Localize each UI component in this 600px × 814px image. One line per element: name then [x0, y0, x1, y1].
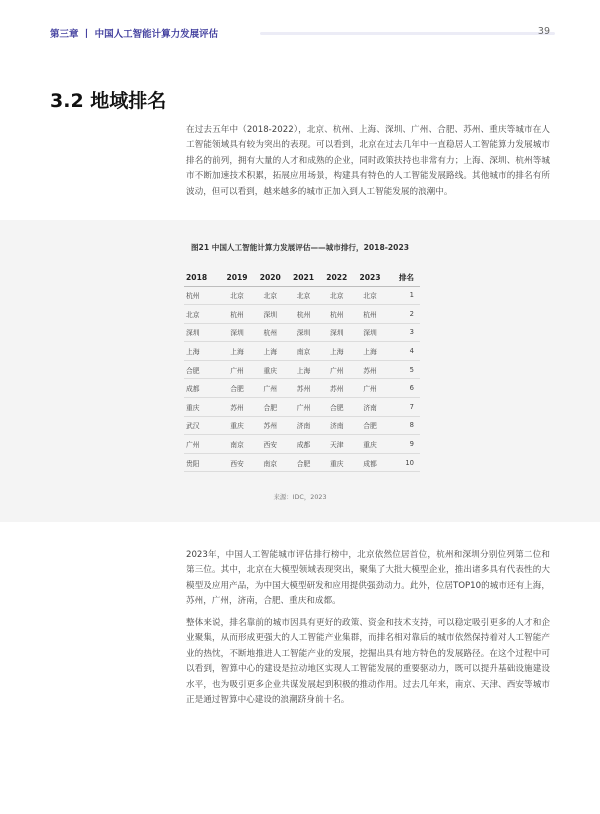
city-cell: 贵阳: [184, 453, 220, 472]
city-cell: 上海: [254, 342, 287, 361]
rank-cell: 8: [387, 416, 420, 435]
city-cell: 广州: [254, 379, 287, 398]
city-cell: 杭州: [320, 305, 353, 324]
table-row: [184, 360, 420, 379]
city-cell: 北京: [353, 286, 386, 305]
city-cell: 深圳: [353, 323, 386, 342]
rank-cell: 7: [387, 398, 420, 417]
city-cell: 北京: [184, 305, 220, 324]
table-row: [184, 342, 420, 361]
summary-paragraph: 整体来说，排名靠前的城市因具有更好的政策、资金和技术支持，可以稳定吸引更多的人才和企业聚集，从而形成更强大的人工智能产业集群，而排名相对靠后的城市依然保持着对人工智能产业的热忱，不断地推进人工智能产业的发展，挖掘出具有地方特色的发展路径。在这个过程中可以看到，智算中心的建设是拉动地区实现人工智能发展的重要驱动力，既可以提升基础设施建设水平，也为吸引更多企业共谋发展起到积极的推动作用。过去几年来，南京、天津、西安等城市正是通过智算中心建设的浪潮跻身前十名。: [186, 618, 550, 706]
city-cell: 西安: [220, 453, 253, 472]
chapter-title: 第三章 丨 中国人工智能计算力发展评估: [50, 29, 219, 40]
rank-cell: 2: [387, 305, 420, 324]
header-divider: [260, 32, 555, 35]
intro-paragraph: 在过去五年中（2018-2022），北京、杭州、上海、深圳、广州、合肥、苏州、重庆等城市在人工智能领域具有较为突出的表现。可以看到，北京在过去几年中一直稳居人工智能算力发展城市排名的前列，拥有大量的人才和成熟的企业，同时政策扶持也非常有力；上海、深圳、杭州等城市不断加速技术积累，拓展应用场景，构建具有特色的人工智能发展路线。其他城市的排名有所波动，但可以看到，越来越多的城市正加入到人工智能发展的浪潮中。: [186, 125, 550, 197]
city-cell: 合肥: [320, 398, 353, 417]
city-cell: 北京: [287, 286, 320, 305]
column-header: 2022: [320, 270, 353, 286]
city-cell: 深圳: [320, 323, 353, 342]
figure-panel: [0, 220, 600, 522]
table-row: [184, 323, 420, 342]
city-cell: 上海: [184, 342, 220, 361]
city-cell: 苏州: [320, 379, 353, 398]
city-cell: 杭州: [353, 305, 386, 324]
city-cell: 南京: [220, 435, 253, 454]
city-cell: 上海: [220, 342, 253, 361]
table-header-row: [184, 270, 420, 286]
city-cell: 重庆: [254, 360, 287, 379]
city-cell: 合肥: [353, 416, 386, 435]
column-header: 2023: [353, 270, 386, 286]
rank-cell: 5: [387, 360, 420, 379]
city-cell: 广州: [320, 360, 353, 379]
city-cell: 杭州: [184, 286, 220, 305]
table-row: [184, 379, 420, 398]
city-cell: 广州: [287, 398, 320, 417]
city-cell: 苏州: [353, 360, 386, 379]
city-cell: 成都: [184, 379, 220, 398]
city-cell: 杭州: [254, 323, 287, 342]
rank-cell: 10: [387, 453, 420, 472]
rank-cell: 1: [387, 286, 420, 305]
city-cell: 合肥: [184, 360, 220, 379]
city-cell: 北京: [254, 286, 287, 305]
rank-cell: 3: [387, 323, 420, 342]
city-cell: 广州: [220, 360, 253, 379]
city-cell: 杭州: [287, 305, 320, 324]
city-cell: 深圳: [287, 323, 320, 342]
column-header: 2020: [254, 270, 287, 286]
column-header: 2021: [287, 270, 320, 286]
city-cell: 杭州: [220, 305, 253, 324]
city-cell: 合肥: [220, 379, 253, 398]
city-cell: 上海: [320, 342, 353, 361]
column-header: 2019: [220, 270, 253, 286]
city-cell: 济南: [287, 416, 320, 435]
table-row: [184, 398, 420, 417]
city-cell: 济南: [320, 416, 353, 435]
city-cell: 北京: [320, 286, 353, 305]
page-number: 39: [537, 26, 550, 37]
city-cell: 深圳: [254, 305, 287, 324]
city-ranking-table: [184, 270, 420, 472]
city-cell: 苏州: [254, 416, 287, 435]
city-cell: 重庆: [320, 453, 353, 472]
rank-cell: 6: [387, 379, 420, 398]
rank-cell: 9: [387, 435, 420, 454]
table-row: [184, 416, 420, 435]
city-cell: 南京: [254, 453, 287, 472]
city-cell: 天津: [320, 435, 353, 454]
city-cell: 南京: [287, 342, 320, 361]
city-cell: 合肥: [254, 398, 287, 417]
ranking-2023-paragraph: 2023年，中国人工智能城市评估排行榜中，北京依然位居首位，杭州和深圳分别位列第二位和第三位。其中，北京在大模型领域表现突出，聚集了大批大模型企业，推出诸多具有代表性的大模型及应用产品，为中国大模型研发和应用提供强劲动力。此外，位居TOP10的城市还有上海，苏州，广州，济南，合肥、重庆和成都。: [186, 550, 550, 607]
column-header: 2018: [184, 270, 220, 286]
city-cell: 上海: [353, 342, 386, 361]
city-cell: 深圳: [184, 323, 220, 342]
column-header: 排名: [387, 270, 420, 286]
city-cell: 西安: [254, 435, 287, 454]
section-title: 3.2 地域排名: [50, 90, 167, 112]
city-cell: 苏州: [220, 398, 253, 417]
city-cell: 广州: [353, 379, 386, 398]
city-cell: 深圳: [220, 323, 253, 342]
rank-cell: 4: [387, 342, 420, 361]
city-cell: 济南: [353, 398, 386, 417]
city-cell: 武汉: [184, 416, 220, 435]
city-cell: 成都: [287, 435, 320, 454]
table-body: [184, 286, 420, 472]
city-cell: 成都: [353, 453, 386, 472]
city-cell: 苏州: [287, 379, 320, 398]
city-cell: 广州: [184, 435, 220, 454]
page-header: [50, 26, 550, 42]
city-cell: 合肥: [287, 453, 320, 472]
city-cell: 重庆: [184, 398, 220, 417]
city-cell: 上海: [287, 360, 320, 379]
city-cell: 北京: [220, 286, 253, 305]
table-row: [184, 286, 420, 305]
figure-source: 来源：IDC，2023: [273, 493, 327, 501]
table-row: [184, 435, 420, 454]
city-cell: 重庆: [220, 416, 253, 435]
city-cell: 重庆: [353, 435, 386, 454]
table-row: [184, 305, 420, 324]
figure-caption: 图21 中国人工智能计算力发展评估——城市排行，2018-2023: [190, 243, 410, 252]
table-row: [184, 453, 420, 472]
